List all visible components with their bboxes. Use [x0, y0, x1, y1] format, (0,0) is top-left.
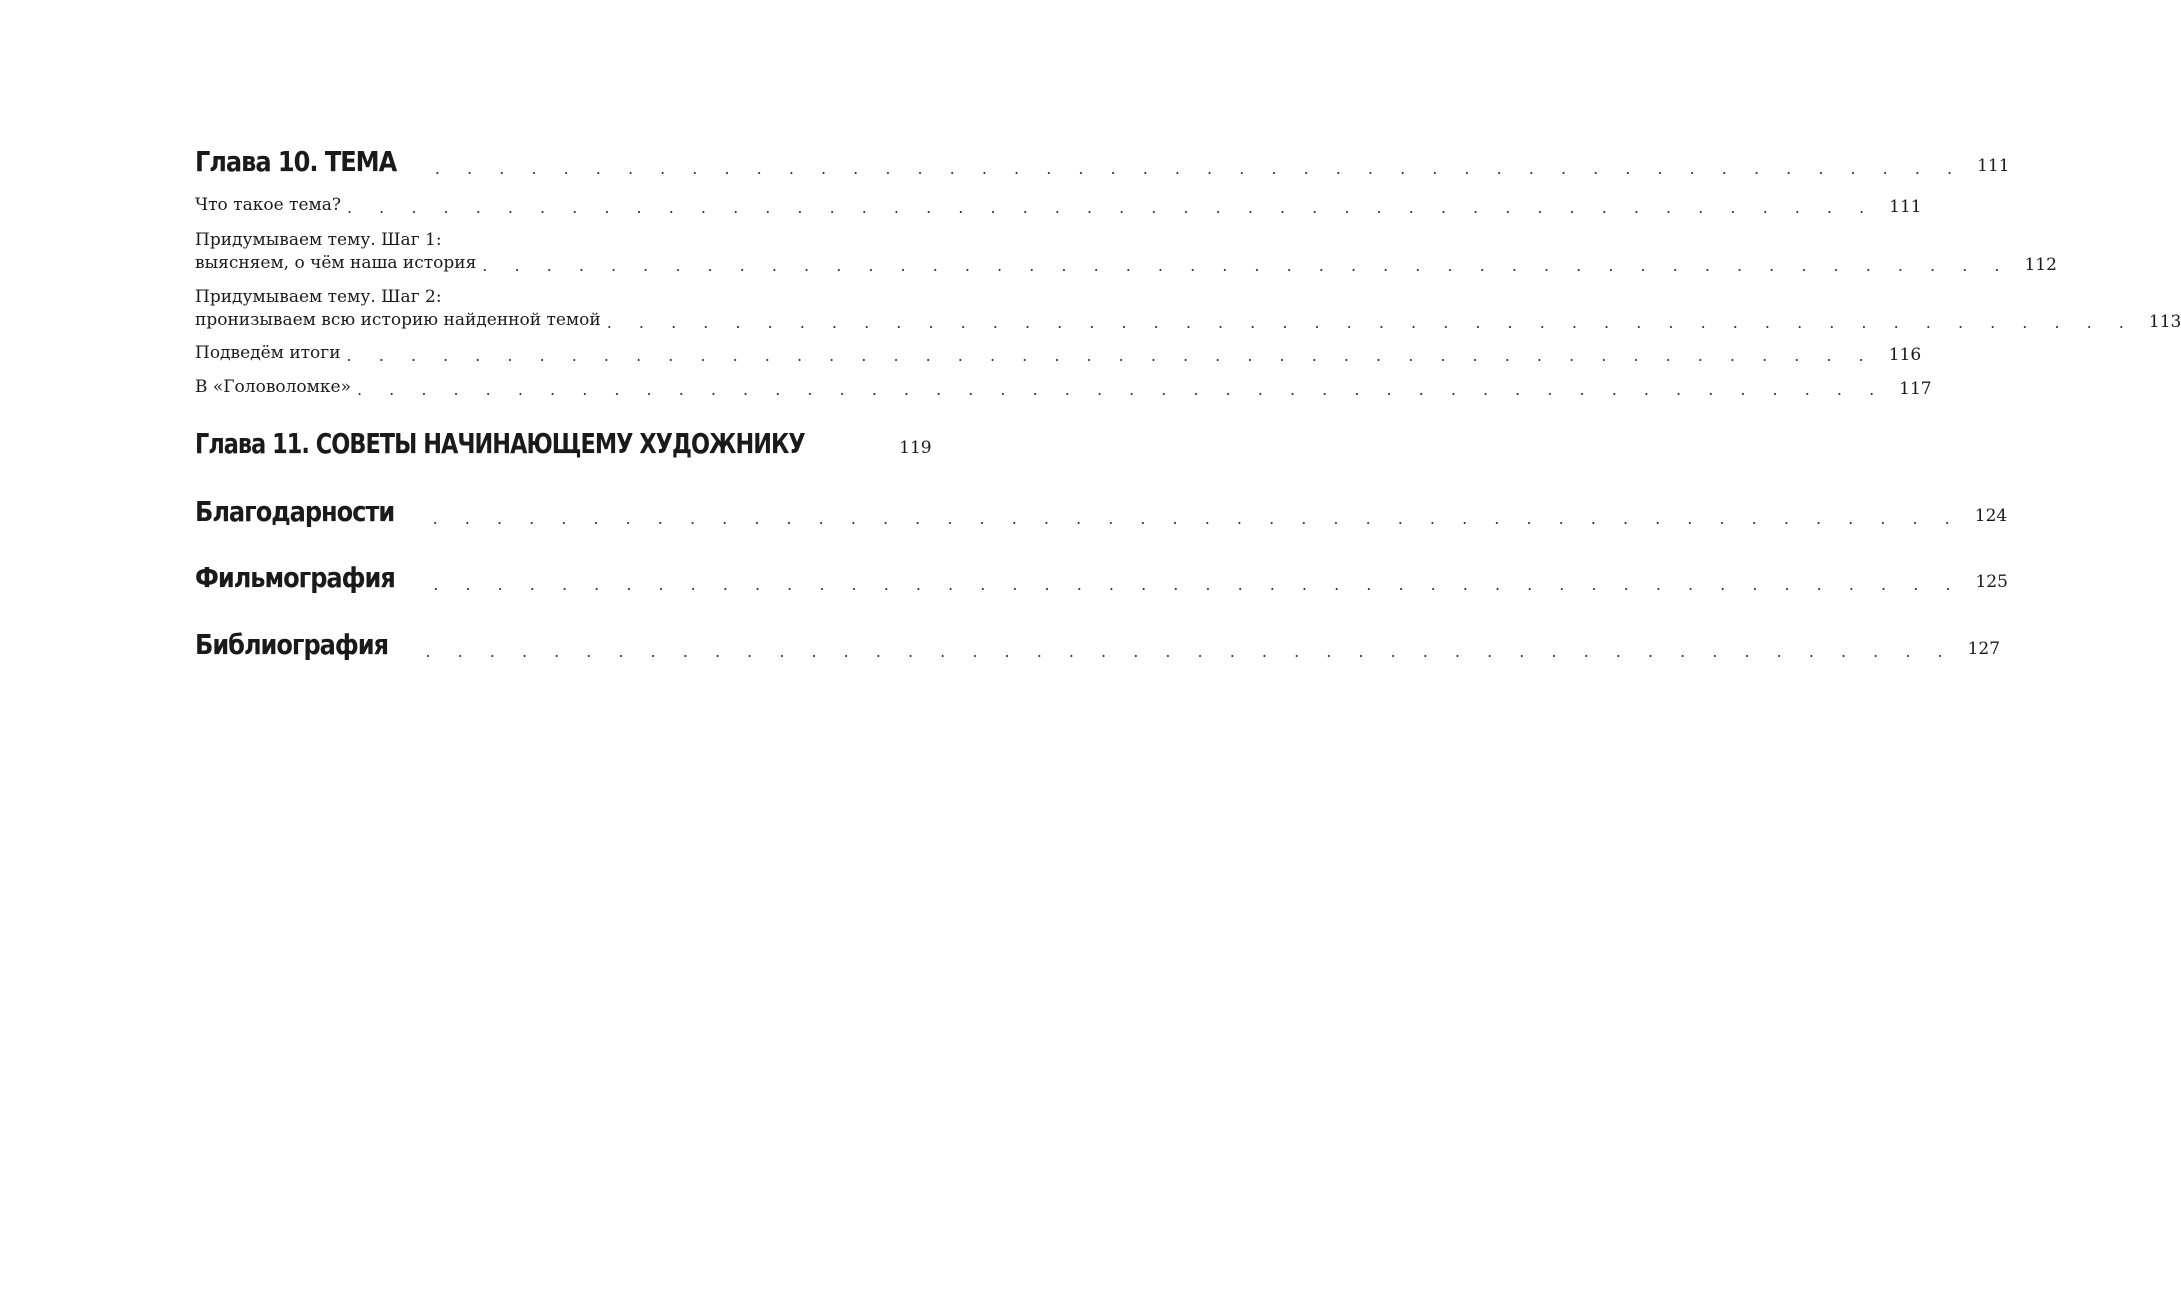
dot-leader: . . . . . . . . . . . . . . . . . . . . . . . . . . . . . . . . . . . . . . . . . . . . . . . .	[347, 198, 1876, 217]
page-number: 125	[1975, 572, 2008, 592]
page-number: 116	[1888, 345, 1922, 365]
chapter-title: Библиография	[195, 628, 389, 661]
chapter-title: Благодарности	[195, 495, 395, 528]
toc-entry-section[interactable]	[195, 342, 1922, 365]
toc-entry-section[interactable]	[195, 229, 2057, 275]
toc-entry-bibliography[interactable]	[195, 628, 2001, 661]
dot-leader: . . . . . . . . . . . . . . . . . . . . . . . . . . . . . . . . . . . . . . . . . . . . . . . .	[482, 256, 2011, 275]
toc-entry-section[interactable]	[195, 376, 1932, 399]
page-number: 124	[1974, 506, 2008, 526]
dot-leader: . . . . . . . . . . . . . . . . . . . . . . . . . . . . . . . . . . . . . . . . . . . . . . . .	[356, 380, 1886, 399]
section-title-line-1: Придумываем тему. Шаг 2:	[195, 287, 442, 307]
chapter-title: Фильмография	[195, 561, 395, 594]
dot-leader: . . . . . . . . . . . . . . . . . . . . . . . . . . . . . . . . . . . . . . . . . . . . . . . .	[433, 575, 1962, 594]
page-number: 111	[1977, 156, 2010, 176]
dot-leader: . . . . . . . . . . . . . . . . . . . . . . . . . . . . . . . . . . . . . . . . . . . . . . . .	[432, 509, 1961, 528]
section-title: В «Головоломке»	[195, 377, 351, 397]
section-title: Что такое тема?	[195, 195, 341, 215]
section-title: Подведём итоги	[195, 343, 341, 363]
dot-leader: . . . . . . . . . . . . . . . . . . . . . . . . . . . . . . . . . . . . . . . . . . . . . . . .	[606, 313, 2135, 332]
toc-entry-filmography[interactable]	[195, 561, 2008, 594]
section-title-line-2: пронизываем всю историю найденной темой	[195, 310, 601, 330]
toc-entry-acknowledgements[interactable]	[195, 495, 2008, 528]
page-number: 119	[899, 438, 932, 458]
section-title-line-2: выясняем, о чём наша история	[195, 253, 477, 273]
page-number: 111	[1889, 197, 1922, 217]
dot-leader: . . . . . . . . . . . . . . . . . . . . . . . . . . . . . . . . . . . . . . . . . . . . . . . .	[434, 159, 1964, 178]
page-number: 113	[2148, 312, 2181, 332]
chapter-title: Глава 11. СОВЕТЫ НАЧИНАЮЩЕМУ ХУДОЖНИКУ	[195, 427, 805, 460]
dot-leader: . . . . . . . . . . . . . . . . . . . . . . . . . . . . . . . . . . . . . . . . . . . . . . . .	[346, 346, 1875, 365]
page-number: 117	[1899, 379, 1932, 399]
chapter-title: Глава 10. ТЕМА	[195, 145, 397, 178]
section-row	[195, 252, 2057, 275]
toc-entry-chapter-11[interactable]	[195, 427, 932, 460]
toc-entry-chapter-10[interactable]	[195, 145, 2010, 178]
toc-entry-section[interactable]	[195, 286, 2181, 332]
page-number: 127	[1967, 639, 2001, 659]
section-title-line-1: Придумываем тему. Шаг 1:	[195, 230, 442, 250]
toc-entry-section[interactable]	[195, 194, 1922, 217]
section-row	[195, 309, 2181, 332]
dot-leader: . . . . . . . . . . . . . . . . . . . . . . . . . . . . . . . . . . . . . . . . . . . . . . . .	[425, 642, 1954, 661]
page-number: 112	[2024, 255, 2057, 275]
